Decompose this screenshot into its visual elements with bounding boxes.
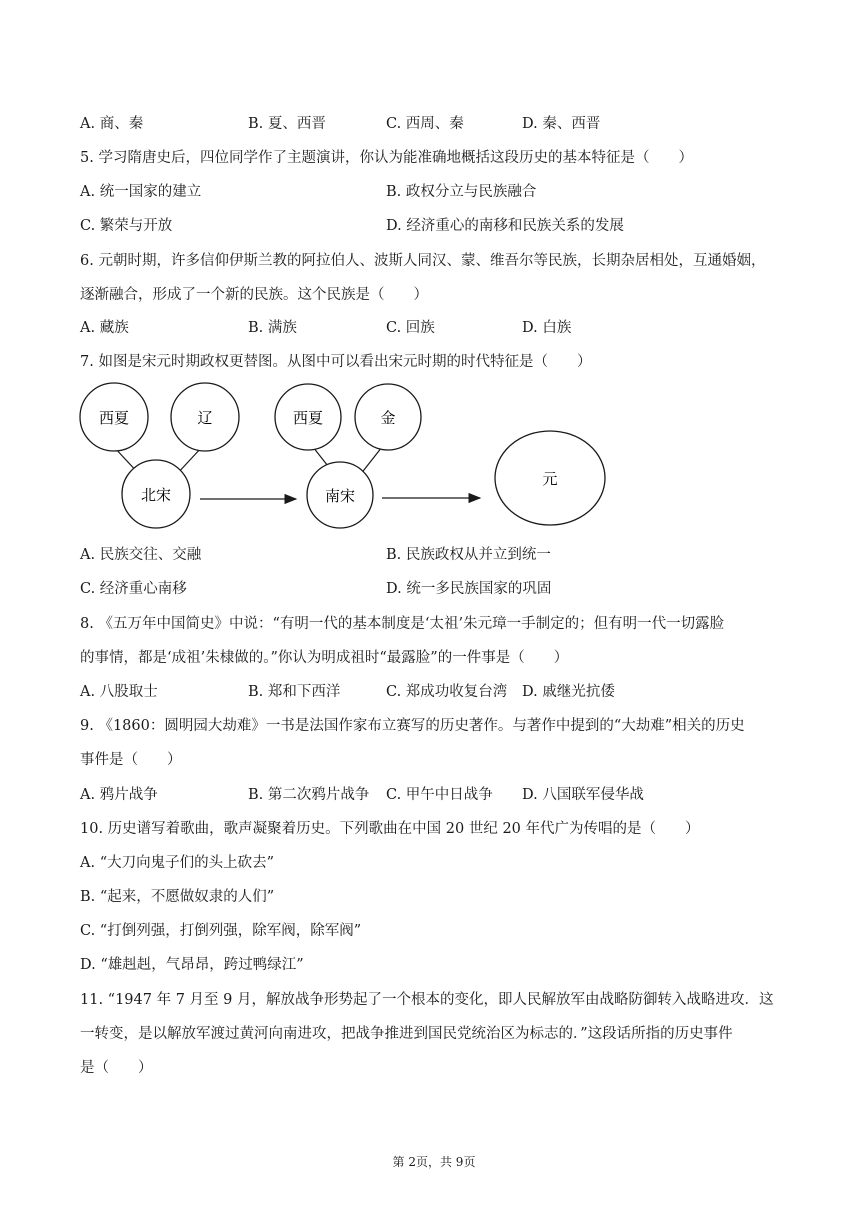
svg-text:西夏: 西夏	[292, 409, 324, 427]
q8-stem-line1: 8. 《五万年中国简史》中说：“有明一代的基本制度是‘太祖’朱元璋一手制定的；但有明一代一切露脸	[80, 616, 725, 632]
q6-option-b: B. 满族	[248, 320, 297, 336]
q9-option-d: D. 八国联军侵华战	[522, 787, 644, 803]
q7-node-xixia-2	[275, 384, 341, 450]
q7-options-row1	[0, 545, 868, 565]
q6-stem-line1: 6. 元朝时期，许多信仰伊斯兰教的阿拉伯人、波斯人同汉、蒙、维吾尔等民族，长期杂居相处，互通婚姻，	[80, 253, 766, 269]
q11-stem-line2: 一转变，是以解放军渡过黄河向南进攻，把战争推进到国民党统治区为标志的．”这段话所指的历史事件	[80, 1026, 733, 1042]
q7-node-xixia-1	[80, 383, 148, 451]
q10-option-d: D. “雄赳赳，气昂昂，跨过鸭绿江”	[80, 957, 304, 973]
q7-node-yuan	[495, 431, 605, 525]
q6-option-c: C. 回族	[386, 320, 435, 336]
svg-text:辽: 辽	[197, 409, 213, 427]
page-footer: 第 2页，共 9页	[392, 1155, 476, 1169]
q7-stem: 7. 如图是宋元时期政权更替图。从图中可以看出宋元时期的时代特征是（ ）	[80, 354, 592, 370]
q6-option-d: D. 白族	[522, 320, 572, 336]
q8-options	[0, 682, 868, 702]
svg-text:南宋: 南宋	[324, 487, 356, 505]
q8-option-a: A. 八股取士	[80, 684, 158, 700]
q7-node-liao	[171, 383, 239, 451]
q4-option-d: D. 秦、西晋	[522, 116, 601, 132]
q9-option-b: B. 第二次鸦片战争	[248, 787, 370, 803]
q5-options-row2	[0, 216, 868, 236]
q7-options-row2	[0, 579, 868, 599]
svg-text:西夏: 西夏	[98, 409, 130, 427]
q9-stem-line1: 9. 《1860：圆明园大劫难》一书是法国作家布立赛写的历史著作。与著作中提到的“大劫难”相关的历史	[80, 718, 745, 734]
q6-options	[0, 318, 868, 338]
q5-options-row1	[0, 182, 868, 202]
q10-option-c: C. “打倒列强，打倒列强，除军阀，除军阀”	[80, 923, 362, 939]
q9-stem-line2: 事件是（ ）	[80, 752, 182, 768]
q7-node-nansong	[307, 462, 373, 528]
q10-stem: 10. 历史谱写着歌曲，歌声凝聚着历史。下列歌曲在中国 20 世纪 20 年代广为传唱的是（ ）	[80, 821, 700, 837]
q5-option-d: D. 经济重心的南移和民族关系的发展	[386, 218, 624, 234]
q7-option-a: A. 民族交往、交融	[80, 547, 202, 563]
q11-stem-line3: 是（ ）	[80, 1060, 153, 1076]
q7-option-d: D. 统一多民族国家的巩固	[386, 581, 552, 597]
svg-text:金: 金	[380, 409, 396, 427]
q4-option-c: C. 西周、秦	[386, 116, 464, 132]
q8-stem-line2: 的事情，都是‘成祖’朱棣做的。”你认为明成祖时“最露脸”的一件事是（ ）	[80, 650, 569, 666]
q6-stem-line2: 逐渐融合，形成了一个新的民族。这个民族是（ ）	[80, 287, 428, 303]
q7-node-beisong	[122, 460, 190, 528]
q4-options	[0, 114, 868, 134]
q5-stem: 5. 学习隋唐史后，四位同学作了主题演讲，你认为能准确地概括这段历史的基本特征是（ ）	[80, 150, 693, 166]
q7-diagram	[0, 380, 868, 540]
q5-option-b: B. 政权分立与民族融合	[386, 184, 537, 200]
q9-option-c: C. 甲午中日战争	[386, 787, 493, 803]
q8-option-d: D. 戚继光抗倭	[522, 684, 615, 700]
q5-option-a: A. 统一国家的建立	[80, 184, 202, 200]
q8-option-b: B. 郑和下西洋	[248, 684, 341, 700]
q5-option-c: C. 繁荣与开放	[80, 218, 173, 234]
q7-option-b: B. 民族政权从并立到统一	[386, 547, 551, 563]
svg-text:元: 元	[542, 470, 558, 488]
q7-option-c: C. 经济重心南移	[80, 581, 187, 597]
q8-option-c: C. 郑成功收复台湾	[386, 684, 508, 700]
q9-options	[0, 785, 868, 805]
q10-option-a: A. “大刀向鬼子们的头上砍去”	[80, 855, 275, 871]
q11-stem-line1: 11. “1947 年 7 月至 9 月，解放战争形势起了一个根本的变化，即人民解放军由战略防御转入战略进攻．这	[80, 992, 774, 1008]
svg-text:北宋: 北宋	[140, 486, 172, 504]
q4-option-b: B. 夏、西晋	[248, 116, 326, 132]
q4-option-a: A. 商、秦	[80, 116, 144, 132]
q9-option-a: A. 鸦片战争	[80, 787, 158, 803]
q10-option-b: B. “起来，不愿做奴隶的人们”	[80, 889, 275, 905]
q7-node-jin	[355, 384, 421, 450]
q6-option-a: A. 藏族	[80, 320, 129, 336]
